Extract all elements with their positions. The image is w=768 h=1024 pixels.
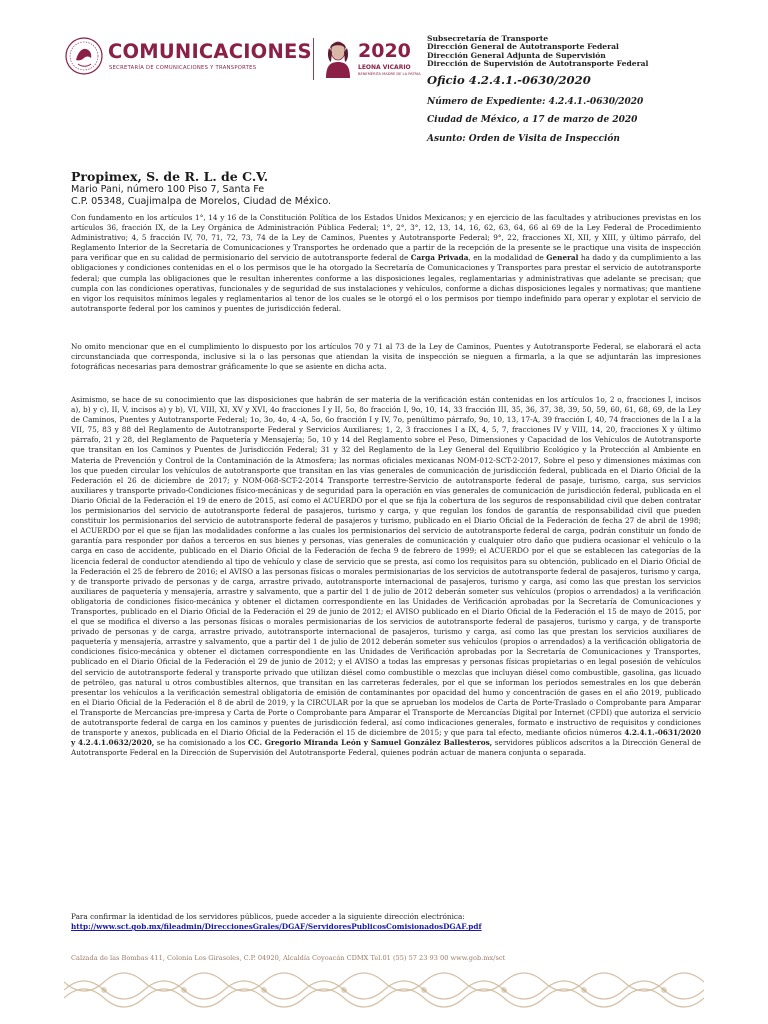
paragraph-text: No omito mencionar que en el cumplimiento lo dispuesto por los artículos 70 y 71 al 73 de la Ley de Caminos, Puentes y Autotransporte Federal, se elaborará el acta circunstanciada que corresponda, inclusive si la o las personas que atiendan la visita de inspección se nieguen a firmarla, a la que se adjuntarán las impresiones fotográficas necesarias para demostrar gráficamente lo que se asiente en dicha acta. bbox=[71, 342, 701, 372]
addressee-name: Propimex, S. de R. L. de C.V. bbox=[71, 169, 269, 184]
paragraph-verification bbox=[71, 912, 701, 932]
paragraph-text: se ha comisionado a los bbox=[156, 738, 246, 748]
addressee-address-line: Mario Pani, número 100 Piso 7, Santa Fe bbox=[71, 184, 265, 195]
addressee-address-line: C.P. 05348, Cuajimalpa de Morelos, Ciudad de México. bbox=[71, 196, 332, 207]
paragraph-text: servidores públicos adscritos a la Dirección General de Autotransporte Federal en la Dirección de Supervisión del Autotransporte Federal, quienes podrán actuar de manera conjunta o separada. bbox=[71, 738, 701, 758]
leona-vicario-logo bbox=[320, 34, 421, 80]
header-divider bbox=[313, 38, 314, 80]
paragraph-text: Para confirmar la identidad de los servidores públicos, puede acceder a la siguiente dirección electrónica: bbox=[71, 912, 465, 921]
dependency-line: Dirección General de Autotransporte Federal bbox=[427, 42, 619, 52]
dependency-line: Dirección General Adjunta de Supervisión bbox=[427, 50, 606, 60]
document-subject: Asunto: Orden de Visita de Inspección bbox=[427, 134, 620, 144]
year-subtitle: BENEMÉRITA MADRE DE LA PATRIA bbox=[358, 72, 421, 76]
officials-list-link[interactable]: http://www.sct.gob.mx/fileadmin/DireccionesGrales/DGAF/ServidoresPublicosComisionadosDGAF.pdf bbox=[71, 922, 482, 932]
expediente-number: Número de Expediente: 4.2.4.1.-0630/2020 bbox=[427, 97, 644, 107]
paragraph-regulations bbox=[71, 395, 701, 758]
decorative-footer-band bbox=[64, 968, 704, 1012]
brand-subtitle: SECRETARÍA DE COMUNICACIONES Y TRANSPORTES bbox=[109, 65, 257, 71]
dependency-line: Dirección de Supervisión de Autotransporte Federal bbox=[427, 59, 649, 69]
permit-modality: General bbox=[546, 253, 579, 263]
paragraph-text: Con fundamento en los artículos 1°, 14 y 16 de la Constitución Política de los Estados Unidos Mexicanos; y en ejercicio de las facultades y atribuciones previstas en los artículos 36, fracción IX, de la Ley Orgánica de Administración Pública Federal; 1°, 2°, 3°, 12, 13, 14, 16, 62, 63, 64, 66 al 69 de la Ley Federal de Procedimiento Administrativo; 4, 5 fracción IV, 70, 71, 72, 73, 74 de la Ley de Caminos, Puentes y Autotransporte Federal; 9°, 22, fracciones XI, XII, y XIII, y último párrafo, del Reglamento Interior de la Secretaría de Comunicaciones y Transportes he ordenado que a partir de la recepción de la presente se le practique una visita de inspección para verificar que en su calidad de permisionario del servicio de autotransporte federal de bbox=[71, 213, 701, 263]
commission-oficios: 4.2.4.1.-0631/2020 y 4.2.4.1.0632/2020, bbox=[71, 728, 702, 748]
document-date: Ciudad de México, a 17 de marzo de 2020 bbox=[427, 115, 638, 125]
permit-type: Carga Privada bbox=[410, 253, 469, 263]
commissioned-officials: CC. Gregorio Miranda León y Samuel González Ballesteros, bbox=[247, 738, 493, 748]
national-emblem-icon bbox=[64, 34, 104, 78]
paragraph-acta bbox=[71, 342, 701, 372]
year-title: 2020 bbox=[358, 40, 411, 62]
sct-logo bbox=[64, 34, 310, 80]
paragraph-text: Asimismo, se hace de su conocimiento que las disposiciones que habrán de ser materia de la verificación están contenidas en los artículos 1o, 2 o, fracciones I, incisos a), b) y c), II, V, incisos a) y b), VI, VIII, XI, XV y XVI, 4o fracciones I y II, 5o, 8o fracción I, 9o, 10, 14, 33 fracción III, 35, 36, 37, 38, 39, 50, 59, 60, 61, 68, 69, de la Ley de Caminos, Puentes y Autotransporte Federal; 1o, 3o, 4o, 4 -A, 5o, 6o fracción I y IV, 7o, penúltimo párrafo, 9o, 10, 13, 17-A, 39 fracción I, 40, 74 fracciones de la I a la VII, 75, 83 y 88 del Reglamento de Autotransporte Federal y Servicios Auxiliares; 1, 2, 3 fracciones I a IX, 4, 5, 7, fracciones IV y VIII, 14, 20, fracciones X y último párrafo, 21 y 28, del Reglamento de Paquetería y Mensajería; 5o, 10 y 14 del Reglamento sobre el Peso, Dimensiones y Capacidad de los Vehículos de Autotransporte que transitan en los Caminos y Puentes de Jurisdicción Federal; 31 y 32 del Reglamento de la Ley General del Equilibrio Ecológico y la Protección al Ambiente en Materia de Prevención y Control de la Contaminación de la Atmosfera; las normas oficiales mexicanas NOM-012-SCT-2-2017, Sobre el peso y dimensiones máximas con los que pueden circular los vehículos de autotransporte que transitan en las vías generales de comunicación de jurisdicción federal, publicada en el Diario Oficial de la Federación el 26 de diciembre de 2017; y NOM-068-SCT-2-2014 Transporte terrestre-Servicio de autotransporte federal de pasaje, turismo, carga, sus servicios auxiliares y transporte privado-Condiciones físico-mecánicas y de seguridad para la operación en vías generales de comunicación de jurisdicción federal, publicada en el Diario Oficial de la Federación el 19 de enero de 2015, así como el ACUERDO por el que se fija la cobertura de los seguros de responsabilidad civil que deben contratar los permisionarios del servicio de autotransporte federal de pasajeros, turismo y carga, y que regulan los fondos de garantía de responsabilidad civil que pueden constituir los permisionarios del servicio de autotransporte federal de pasajeros y turismo, publicado en el Diario Oficial de la Federación de fecha 27 de abril de 1998; el ACUERDO por el que se fijan las modalidades conforme a las cuales los permisionarios del servicio de autotransporte federal de carga, podrán constituir un fondo de garantía para responder por daños a terceros en sus bienes y personas, vías generales de comunicación y cualquier otro daño que pudiera ocasionar el vehículo o la carga en caso de accidente, publicado en el Diario Oficial de la Federación de fecha 9 de febrero de 1999; el ACUERDO por el que se establecen las categorías de la licencia federal de conductor atendiendo al tipo de vehículo y clase de servicio que se presta, así como los requisitos para su obtención, publicado en el Diario Oficial de la Federación el 25 de febrero de 2016; el AVISO a las personas físicas o morales permisionarias de los servicios de autotransporte federal de pasajeros, turismo y carga, y de transporte privado de personas y de carga, arrastre privado, autotransporte internacional de pasajeros, turismo y carga, así como las que prestan los servicios auxiliares de paquetería y mensajería, arrastre y salvamento, que a partir del 1 de julio de 2012 deberán someter sus vehículos (propios o arrendados) a la verificación obligatoria de condiciones físico-mecánica y obtener el dictamen correspondiente en las Unidades de Verificación aprobadas por la Secretaría de Comunicaciones y Transportes, publicado en el Diario Oficial de la Federación el 29 de junio de 2012; el AVISO publicado en el Diario Oficial de la Federación el 15 de mayo de 2015, por el que se modifica el diverso a las personas físicas o morales permisionarias de los servicios de autotransporte federal de pasajeros, turismo y carga, y de transporte privado de personas y de carga, arrastre privado, autotransporte internacional de pasajeros, turismo y carga, así como las que prestan los servicios auxiliares de paquetería y mensajería, arrastre y salvamento, que a partir del 1 de julio de 2012 deberán someter sus vehículos (propios o arrendados) a la verificación obligatoria de condiciones físico-mecánica y obtener el dictamen correspondiente en las Unidades de Verificación aprobadas por la Secretaría de Comunicaciones y Transportes, publicado en el Diario Oficial de la Federación el 29 de junio de 2012; y el AVISO a todas las empresas y personas físicas propietarias o en legal posesión de vehículos del servicio de autotransporte federal y transporte privado que utilizan diésel como combustible o mezclas que incluyan diésel como combustible, gasolina, gas licuado de petróleo, gas natural u otros combustibles alternos, que transitan en las carreteras federales, por el que se informan los periodos semestrales en los que deberán presentar los vehículos a la verificación semestral obligatoria de emisión de contaminantes por opacidad del humo y concentración de gases en el año 2019, publicado en el Diario Oficial de la Federación el 8 de abril de 2019, y la CIRCULAR por la que se aprueban los modelos de Carta de Porte-Traslado o Comprobante para Amparar el Transporte de Mercancías pre-impresa y Carta de Porte o Comprobante para Amparar el Transporte de Mercancías Digital por Internet (CFDI) que autoriza el servicio de autotransporte federal de carga en los caminos y puentes de jurisdicción federal, así como indicaciones generales, formato e instructivo de requisitos y condiciones de transporte y anexos, publicada en el Diario Oficial de la Federación el 15 de diciembre de 2015; y que para tal efecto, mediante oficios números bbox=[71, 395, 701, 738]
paragraph-text: ha dado y da cumplimiento a las obligaciones y condiciones contenidas en el o los permisos que le ha otorgado la Secretaría de Comunicaciones y Transportes para prestar el servicio de autotransporte federal; que cumpla las obligaciones que le resultan inherentes conforme a las disposiciones legales, reglamentarias y administrativas que adelante se precisan; que cumpla con las condiciones operativas, funcionales y de seguridad de sus instalaciones y vehículos, conforme a dichas disposiciones legales y normativas; que mantiene en vigor los requisitos mínimos legales y reglamentarios al tenor de los cuales se le otorgó el o los permisos por tiempo indefinido para operar y explotar el servicio de autotransporte federal por los caminos y puentes de jurisdicción federal. bbox=[71, 253, 702, 313]
addressee-block bbox=[71, 169, 331, 208]
dependency-line: Subsecretaría de Transporte bbox=[427, 34, 549, 43]
dependency-block bbox=[427, 35, 747, 69]
footer-address: Calzada de las Bombas 411, Colonia Los Girasoles, C.P. 04920, Alcaldía Coyoacán CDMX Tel.01 (55) 57 23 93 00 www.gob.mx/sct bbox=[71, 954, 506, 962]
brand-title: COMUNICACIONES bbox=[108, 40, 312, 63]
paragraph-text: , en la modalidad de bbox=[468, 253, 544, 263]
paragraph-legal-basis bbox=[71, 213, 701, 314]
year-name: LEONA VICARIO bbox=[358, 64, 411, 71]
leona-vicario-portrait-icon bbox=[320, 34, 356, 78]
oficio-number: Oficio 4.2.4.1.-0630/2020 bbox=[427, 73, 591, 87]
